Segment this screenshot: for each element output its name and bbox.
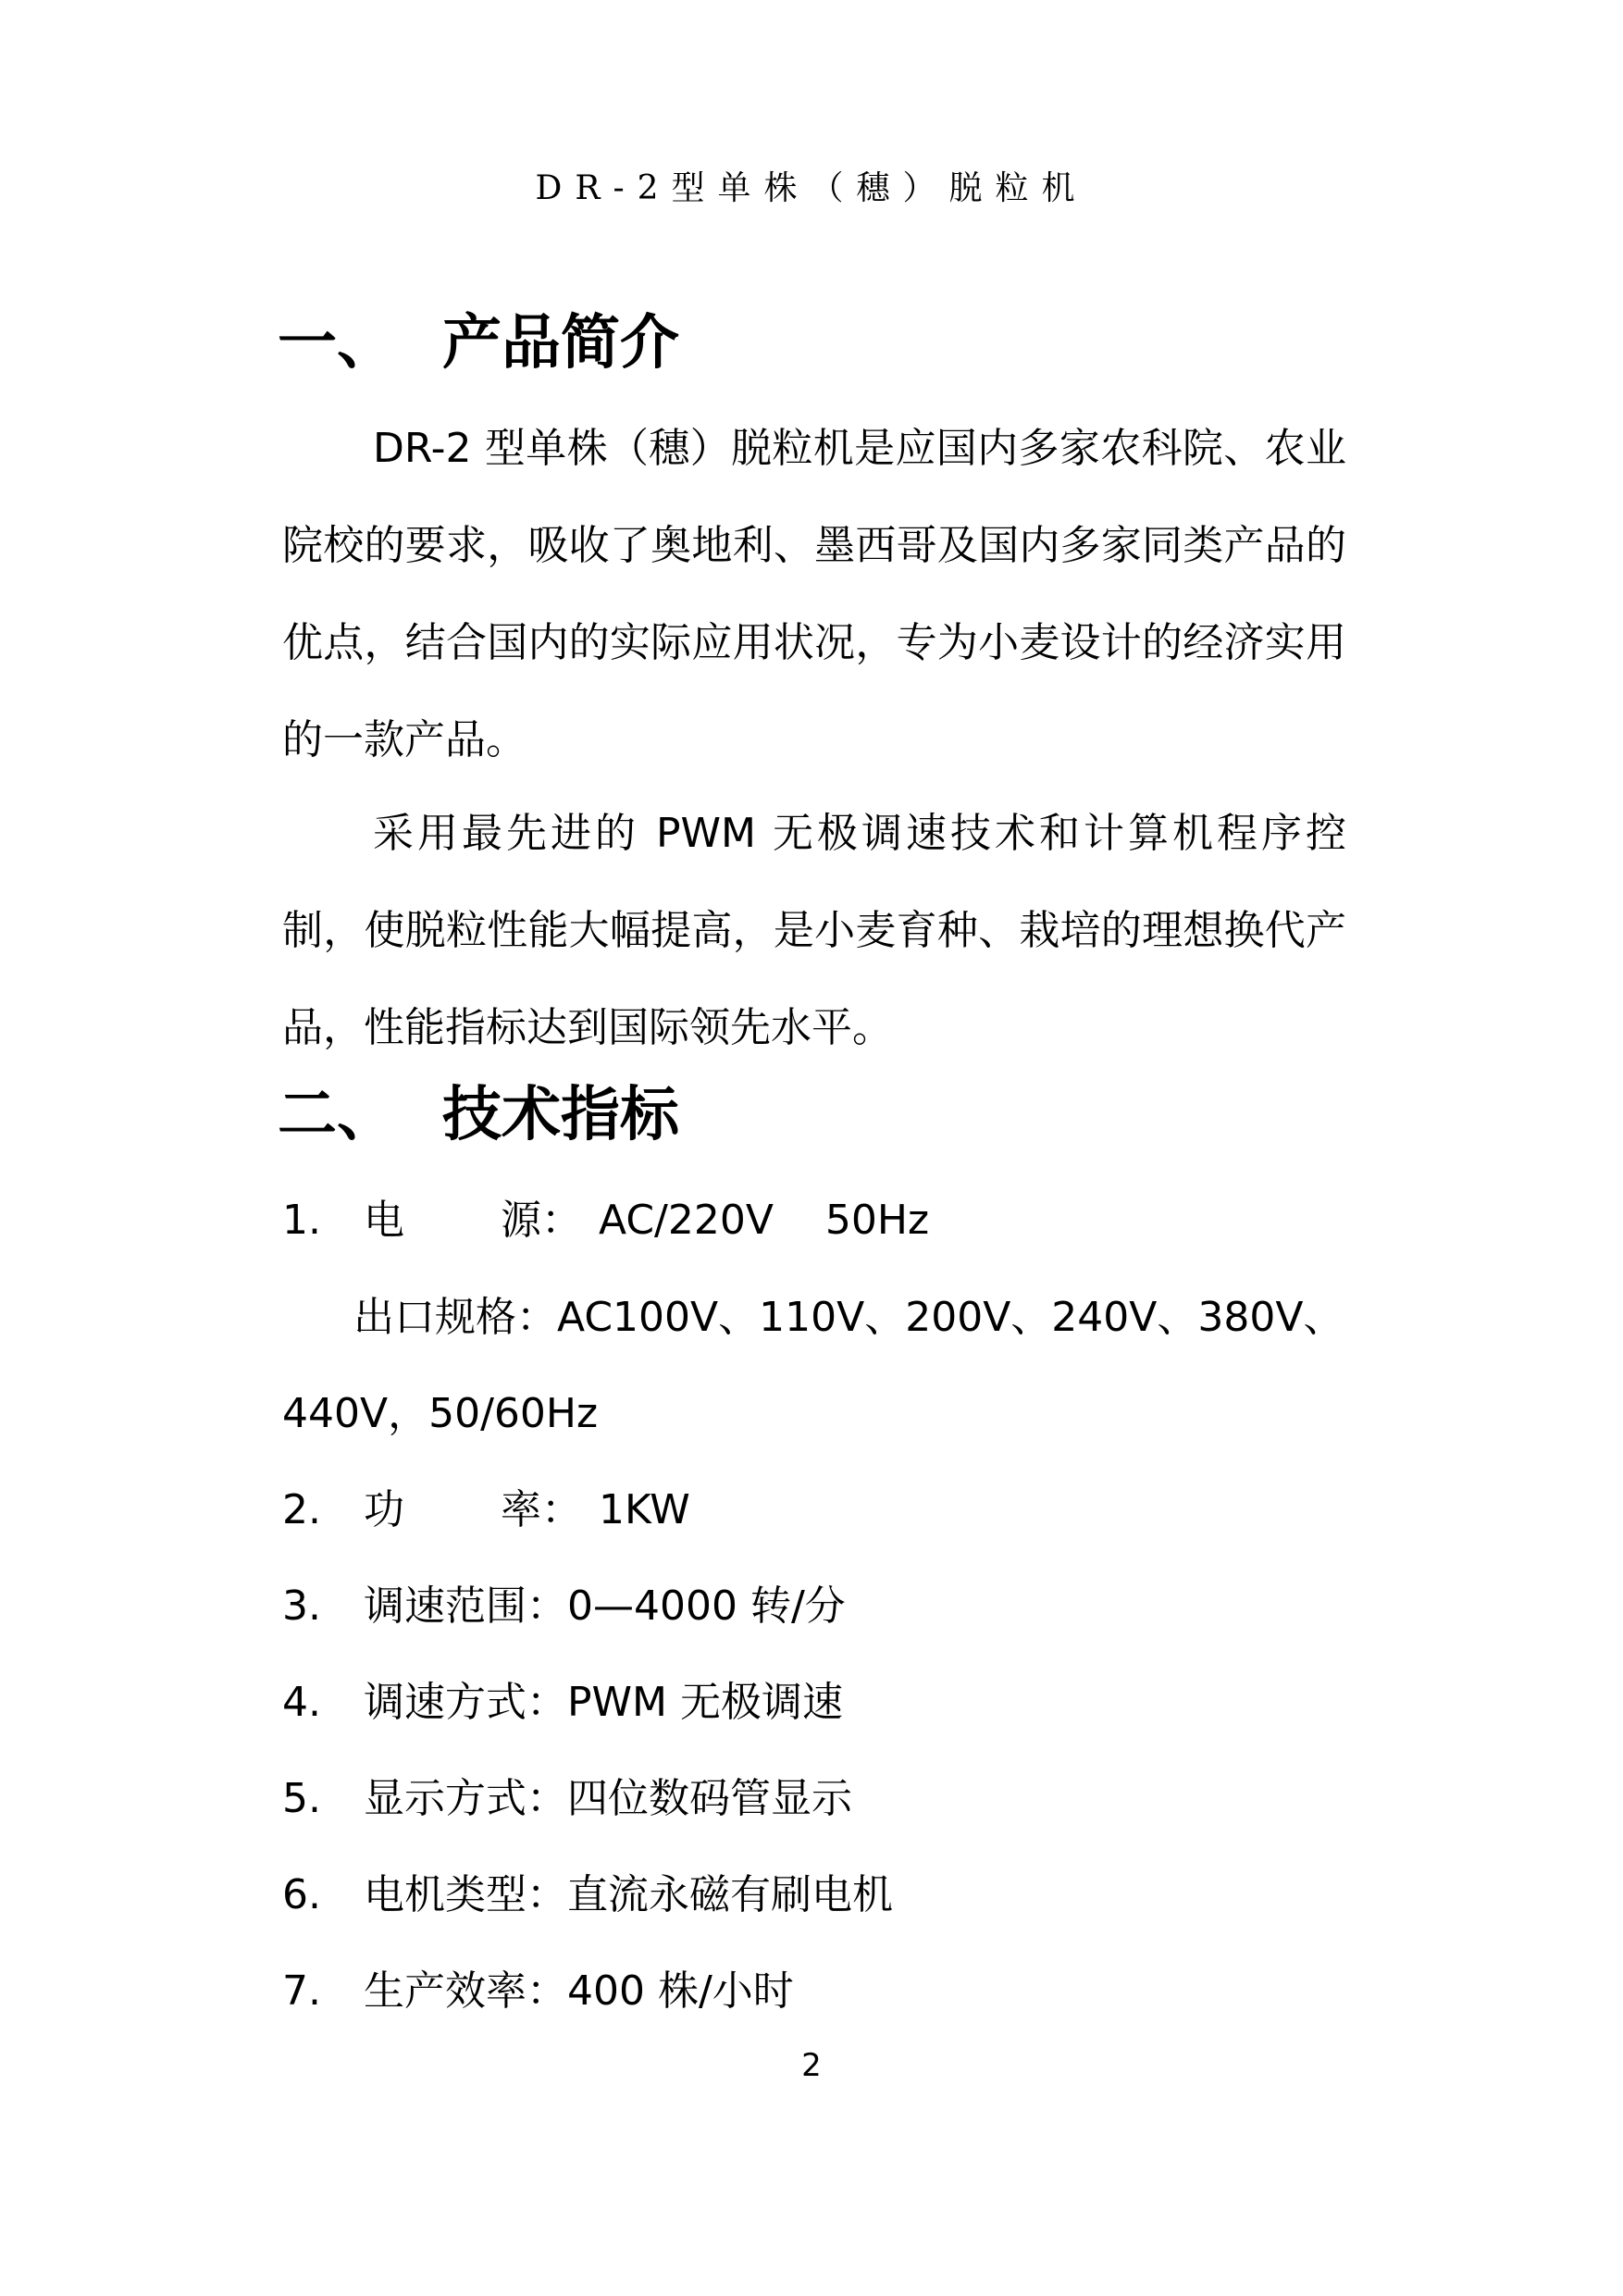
spec-index: 5.	[282, 1775, 321, 1822]
intro-paragraph-1: DR-2 型单株（穗）脱粒机是应国内多家农科院、农业院校的要求，吸收了奥地利、墨西哥及国内多家同类产品的优点，结合国内的实际应用状况，专为小麦设计的经济实用的一款产品。	[282, 425, 1346, 763]
spec-index: 4.	[282, 1679, 321, 1726]
spec-item-power-supply	[282, 1193, 929, 1248]
spec-value: 1KW	[599, 1486, 690, 1533]
spec-index: 7.	[282, 1967, 321, 2015]
spec-label: 调速范围：	[364, 1582, 567, 1630]
spec-value: PWM 无极调速	[567, 1679, 843, 1726]
spec-index: 3.	[282, 1582, 321, 1630]
spec-item-efficiency	[282, 1964, 794, 2019]
section-title: 技术指标	[442, 1081, 679, 1149]
section-heading-product-intro	[278, 302, 679, 385]
spec-label: 功 率：	[364, 1486, 582, 1533]
spec-value: AC/220V 50Hz	[599, 1197, 930, 1244]
page-number: 2	[801, 2047, 822, 2084]
spec-item-motor-type	[282, 1868, 893, 1923]
spec-value: 四位数码管显示	[567, 1775, 852, 1822]
intro-paragraph-2: 采用最先进的 PWM 无极调速技术和计算机程序控制，使脱粒性能大幅提高，是小麦育种、栽培的理想换代产品，性能指标达到国际领先水平。	[282, 810, 1346, 1051]
section-number: 一、	[278, 309, 396, 378]
spec-value: 0—4000 转/分	[567, 1582, 846, 1630]
spec-label: 生产效率：	[364, 1967, 567, 2015]
spec-index: 2.	[282, 1486, 321, 1533]
spec-item-power	[282, 1483, 690, 1538]
spec-label: 调速方式：	[364, 1679, 567, 1726]
document-header-title: DR-2型单株（穗）脱粒机	[535, 169, 1088, 207]
export-spec-line-2: 440V，50/60Hz	[282, 1390, 599, 1437]
spec-item-speed-range	[282, 1579, 846, 1634]
section-heading-technical-specs	[278, 1074, 679, 1157]
section-title: 产品简介	[442, 309, 679, 378]
spec-label: 电机类型：	[364, 1871, 567, 1918]
spec-index: 6.	[282, 1871, 321, 1918]
spec-value: 400 株/小时	[567, 1967, 794, 2015]
spec-index: 1.	[282, 1197, 321, 1244]
spec-value: 直流永磁有刷电机	[567, 1871, 893, 1918]
spec-label: 显示方式：	[364, 1775, 567, 1822]
spec-item-display	[282, 1771, 852, 1827]
section-number: 二、	[278, 1081, 396, 1149]
spec-item-speed-control	[282, 1675, 843, 1731]
spec-label: 电 源：	[364, 1197, 582, 1244]
export-spec-line-1: 出口规格：AC100V、110V、200V、240V、380V、	[353, 1294, 1344, 1341]
